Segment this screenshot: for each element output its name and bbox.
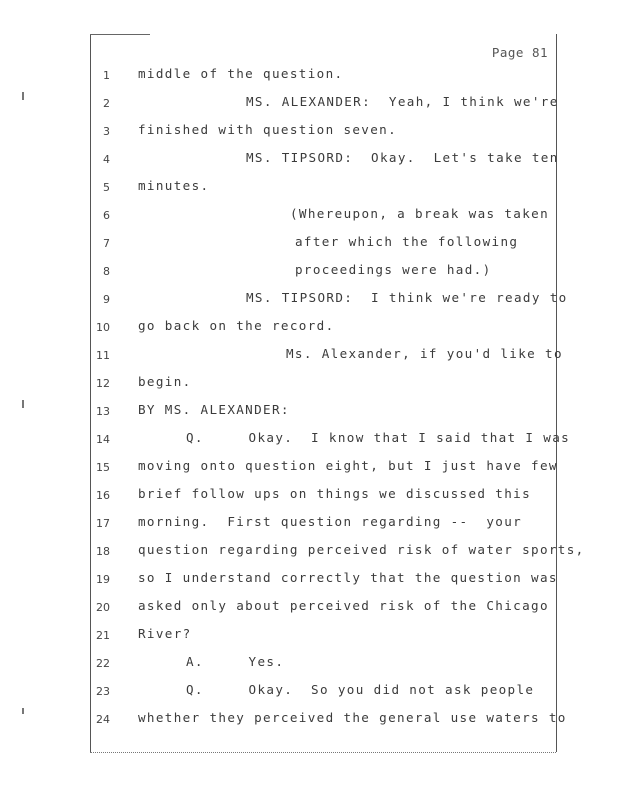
line-text: morning. First question regarding -- your: [138, 514, 523, 529]
transcript-line: [0, 346, 618, 366]
transcript-line: [0, 710, 618, 730]
transcript-line: [0, 66, 618, 86]
line-number: 19: [96, 573, 110, 586]
transcript-line: [0, 290, 618, 310]
page-number: Page 81: [491, 45, 548, 60]
transcript-line: [0, 682, 618, 702]
line-text: BY MS. ALEXANDER:: [138, 402, 290, 417]
transcript-line: [0, 206, 618, 226]
line-number: 8: [103, 265, 110, 278]
line-text: brief follow ups on things we discussed this: [138, 486, 532, 501]
line-number: 9: [103, 293, 110, 306]
line-text: Q. Okay. I know that I said that I was: [186, 430, 571, 445]
line-number: 5: [103, 181, 110, 194]
transcript-line: [0, 570, 618, 590]
line-text: MS. ALEXANDER: Yeah, I think we're: [246, 94, 559, 109]
transcript-line: [0, 234, 618, 254]
line-number: 13: [96, 405, 110, 418]
transcript-line: [0, 654, 618, 674]
line-number: 7: [103, 237, 110, 250]
line-text: River?: [138, 626, 192, 641]
line-number: 16: [96, 489, 110, 502]
line-text: Q. Okay. So you did not ask people: [186, 682, 535, 697]
line-text: whether they perceived the general use waters to: [138, 710, 567, 725]
transcript-line: [0, 430, 618, 450]
line-text: minutes.: [138, 178, 210, 193]
transcript-line: [0, 542, 618, 562]
transcript-line: [0, 402, 618, 422]
line-number: 3: [103, 125, 110, 138]
line-text: Ms. Alexander, if you'd like to: [286, 346, 563, 361]
line-number: 14: [96, 433, 110, 446]
line-number: 1: [103, 69, 110, 82]
line-number: 15: [96, 461, 110, 474]
line-text: asked only about perceived risk of the Chicago: [138, 598, 549, 613]
line-number: 12: [96, 377, 110, 390]
line-number: 18: [96, 545, 110, 558]
transcript-line: [0, 598, 618, 618]
line-number: 2: [103, 97, 110, 110]
line-text: so I understand correctly that the question was: [138, 570, 558, 585]
line-text: A. Yes.: [186, 654, 285, 669]
line-number: 17: [96, 517, 110, 530]
bottom-rule: [90, 752, 556, 753]
transcript-line: [0, 150, 618, 170]
line-text: MS. TIPSORD: I think we're ready to: [246, 290, 568, 305]
transcript-line: [0, 486, 618, 506]
line-number: 21: [96, 629, 110, 642]
transcript-line: [0, 318, 618, 338]
line-number: 23: [96, 685, 110, 698]
line-text: middle of the question.: [138, 66, 344, 81]
transcript-line: [0, 458, 618, 478]
line-text: MS. TIPSORD: Okay. Let's take ten: [246, 150, 559, 165]
transcript-line: [0, 626, 618, 646]
line-number: 6: [103, 209, 110, 222]
top-rule: [90, 34, 150, 35]
transcript-line: [0, 514, 618, 534]
line-text: begin.: [138, 374, 192, 389]
transcript-line: [0, 94, 618, 114]
transcript-line: [0, 374, 618, 394]
line-text: go back on the record.: [138, 318, 335, 333]
transcript-line: [0, 178, 618, 198]
line-text: proceedings were had.): [295, 262, 492, 277]
line-number: 10: [96, 321, 110, 334]
line-number: 20: [96, 601, 110, 614]
line-text: finished with question seven.: [138, 122, 398, 137]
line-text: question regarding perceived risk of water sports,: [138, 542, 585, 557]
line-number: 4: [103, 153, 110, 166]
line-number: 22: [96, 657, 110, 670]
transcript-line: [0, 262, 618, 282]
line-number: 11: [96, 349, 110, 362]
line-text: moving onto question eight, but I just have few: [138, 458, 558, 473]
transcript-line: [0, 122, 618, 142]
line-text: after which the following: [295, 234, 519, 249]
line-text: (Whereupon, a break was taken: [290, 206, 550, 221]
line-number: 24: [96, 713, 110, 726]
